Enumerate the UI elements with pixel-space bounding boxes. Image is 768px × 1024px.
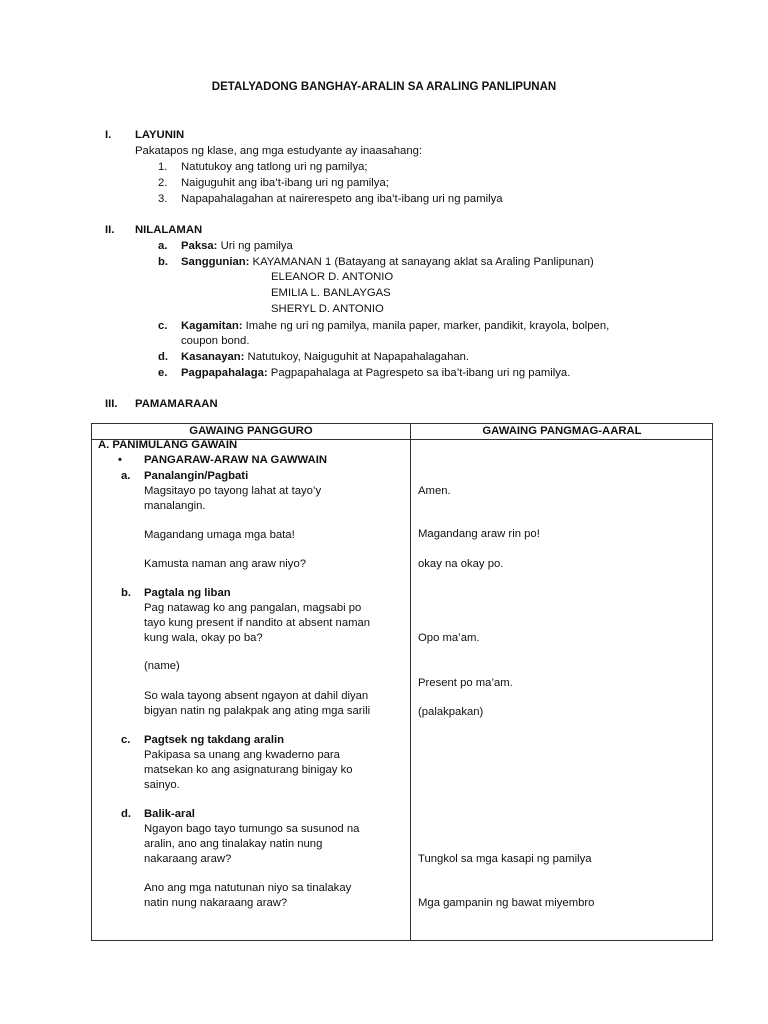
content-label: Pagpapahalaga: [181, 367, 268, 379]
teacher-line: natin nung nakaraang araw? [144, 897, 288, 909]
teacher-line: manalangin. [144, 500, 206, 512]
teacher-line: bigyan natin ng palakpak ang ating mga sarili [144, 705, 371, 717]
bullet-icon: • [118, 454, 122, 466]
author-name: SHERYL D. ANTONIO [271, 303, 384, 315]
lesson-procedure-table [91, 423, 713, 941]
content-continuation: coupon bond. [181, 335, 250, 347]
content-text: KAYAMANAN 1 (Batayang at sanayang aklat sa Araling Panlipunan) [249, 256, 594, 268]
content-letter: a. [158, 240, 168, 252]
teacher-line: Pag natawag ko ang pangalan, magsabi po [144, 602, 362, 614]
bullet-heading: PANGARAW-ARAW NA GAWWAIN [144, 454, 328, 466]
content-label: Sanggunian: [181, 256, 250, 268]
content-letter: e. [158, 367, 168, 379]
objective-number: 1. [158, 161, 168, 173]
teacher-line: tayo kung present if nandito at absent naman [144, 617, 371, 629]
teacher-line: Pakipasa sa unang ang kwaderno para [144, 749, 340, 761]
content-letter: c. [158, 320, 168, 332]
sub-letter: b. [121, 587, 132, 599]
student-line: Mga gampanin ng bawat miyembro [418, 897, 595, 909]
content-text: Natutukoy, Naiguguhit at Napapahalagahan. [244, 351, 470, 363]
teacher-line: So wala tayong absent ngayon at dahil diyan [144, 690, 369, 702]
teacher-line: (name) [144, 660, 180, 672]
content-letter: b. [158, 256, 169, 268]
student-line: Opo ma’am. [418, 632, 480, 644]
content-item-paksa [181, 239, 293, 253]
content-label: Kagamitan: [181, 320, 243, 332]
objective-item: Naiguguhit ang iba’t-ibang uri ng pamilya; [181, 177, 389, 189]
teacher-line: aralin, ano ang tinalakay natin nung [144, 838, 323, 850]
student-line: Present po ma’am. [418, 677, 513, 689]
sub-heading: Pagtsek ng takdang aralin [144, 734, 284, 746]
objective-number: 2. [158, 177, 168, 189]
section-heading-layunin: LAYUNIN [135, 129, 185, 141]
objectives-intro: Pakatapos ng klase, ang mga estudyante ay inaasahang: [135, 145, 423, 157]
teacher-line: Magsitayo po tayong lahat at tayo’y [144, 485, 322, 497]
section-numeral-1: I. [105, 129, 112, 141]
content-item-pagpapahalaga [181, 366, 570, 380]
sub-letter: d. [121, 808, 132, 820]
teacher-line: matsekan ko ang asignaturang binigay ko [144, 764, 353, 776]
part-a-heading: A. PANIMULANG GAWAIN [98, 439, 238, 451]
student-line: okay na okay po. [418, 558, 504, 570]
teacher-line: sainyo. [144, 779, 180, 791]
content-text: Uri ng pamilya [217, 240, 293, 252]
document-title: DETALYADONG BANGHAY-ARALIN SA ARALING PANLIPUNAN [211, 81, 557, 93]
content-text: Imahe ng uri ng pamilya, manila paper, marker, pandikit, krayola, bolpen, [242, 320, 610, 332]
content-label: Paksa: [181, 240, 218, 252]
content-item-sanggunian [181, 255, 594, 269]
objective-item: Natutukoy ang tatlong uri ng pamilya; [181, 161, 368, 173]
sub-heading: Pagtala ng liban [144, 587, 231, 599]
header-teacher-column: GAWAING PANGGURO [189, 425, 313, 437]
section-heading-nilalaman: NILALAMAN [135, 224, 203, 236]
objective-item: Napapahalagahan at nairerespeto ang iba’t-ibang uri ng pamilya [181, 193, 503, 205]
student-line: (palakpakan) [418, 706, 484, 718]
content-item-kasanayan [181, 350, 469, 364]
author-name: EMILIA L. BANLAYGAS [271, 287, 391, 299]
sub-letter: c. [121, 734, 131, 746]
student-line: Tungkol sa mga kasapi ng pamilya [418, 853, 592, 865]
teacher-line: Ngayon bago tayo tumungo sa susunod na [144, 823, 360, 835]
content-item-kagamitan [181, 319, 609, 333]
section-numeral-3: III. [105, 398, 118, 410]
student-line: Magandang araw rin po! [418, 528, 540, 540]
content-label: Kasanayan: [181, 351, 245, 363]
student-line: Amen. [418, 485, 451, 497]
header-student-column: GAWAING PANGMAG-AARAL [482, 425, 642, 437]
objective-number: 3. [158, 193, 168, 205]
sub-heading: Panalangin/Pagbati [144, 470, 249, 482]
teacher-line: nakaraang araw? [144, 853, 232, 865]
section-heading-pamamaraan: PAMAMARAAN [135, 398, 218, 410]
author-name: ELEANOR D. ANTONIO [271, 271, 394, 283]
teacher-line: kung wala, okay po ba? [144, 632, 263, 644]
sub-heading: Balik-aral [144, 808, 195, 820]
column-divider [410, 424, 411, 940]
teacher-line: Ano ang mga natutunan niyo sa tinalakay [144, 882, 352, 894]
teacher-line: Kamusta naman ang araw niyo? [144, 558, 307, 570]
content-letter: d. [158, 351, 169, 363]
teacher-line: Magandang umaga mga bata! [144, 529, 295, 541]
content-text: Pagpapahalaga at Pagrespeto sa iba’t-ibang uri ng pamilya. [267, 367, 571, 379]
sub-letter: a. [121, 470, 131, 482]
section-numeral-2: II. [105, 224, 115, 236]
